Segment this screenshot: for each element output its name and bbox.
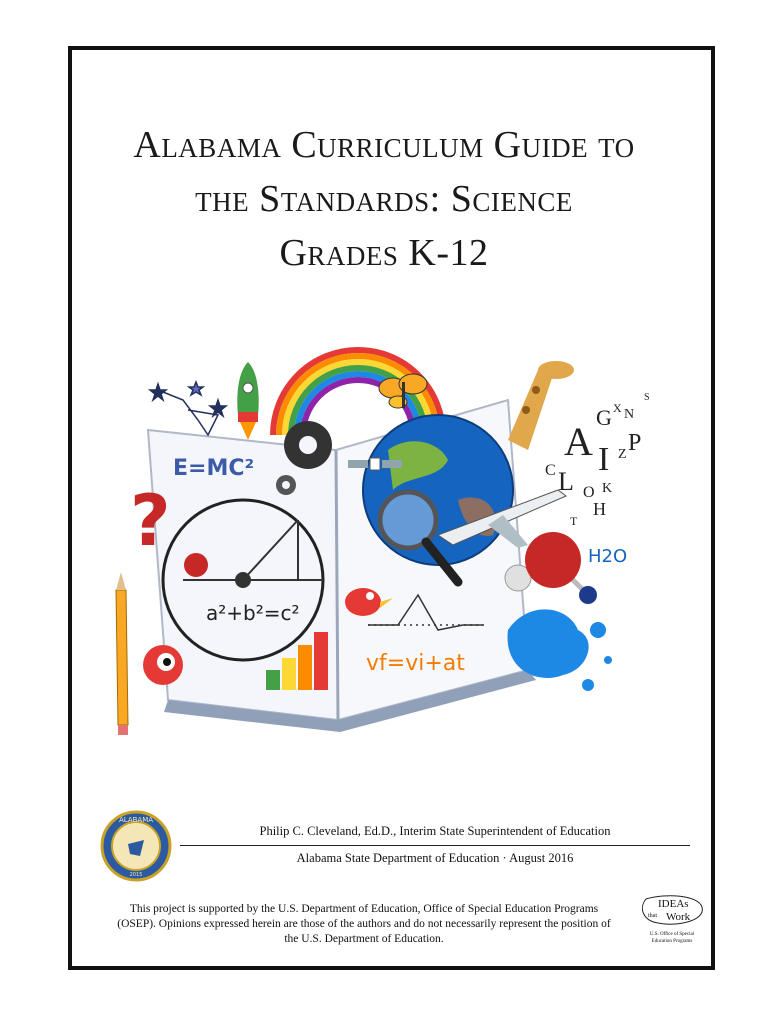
svg-text:Z: Z — [618, 447, 627, 462]
svg-text:P: P — [628, 430, 642, 456]
document-title — [0, 118, 768, 280]
disclaimer-line-1: This project is supported by the U.S. Department of Education, Office of Special Education Programs — [129, 903, 599, 915]
logo-caption2: Education Programs — [651, 939, 693, 944]
equation-velocity: vf=vi+at — [366, 651, 465, 676]
svg-text:S: S — [644, 392, 650, 403]
svg-text:C: C — [545, 462, 556, 479]
alabama-state-seal — [100, 810, 172, 882]
seal-year: 2015 — [129, 872, 143, 878]
seal-ring-text: ALABAMA — [118, 816, 154, 824]
svg-text:O: O — [583, 484, 595, 501]
logo-caption1: U.S. Office of Special — [649, 932, 695, 937]
department-line: Alabama State Department of Education · August 2016 — [296, 851, 574, 865]
title-line-1: Alabama Curriculum Guide to — [133, 124, 635, 166]
equation-pythagoras: a²+b²=c² — [206, 601, 300, 625]
svg-text:K: K — [602, 481, 613, 496]
title-line-2: the Standards: Science — [195, 178, 573, 220]
svg-text:X: X — [613, 401, 622, 415]
title-line-3: Grades K-12 — [279, 232, 489, 274]
svg-text:H: H — [593, 499, 606, 519]
disclaimer-line-2: (OSEP). Opinions expressed herein are those of the authors and do not necessarily represent the position of — [117, 918, 611, 930]
robot-icon — [143, 645, 183, 685]
science-illustration — [108, 340, 668, 740]
disclaimer-line-3: the U.S. Department of Education. — [284, 933, 444, 945]
formula-h2o: H2O — [588, 546, 628, 567]
logo-line1: IDEAs — [658, 898, 689, 910]
superintendent-line: Philip C. Cleveland, Ed.D., Interim State Superintendent of Education — [259, 824, 611, 838]
funding-disclaimer — [90, 902, 638, 947]
alphabet-letters — [545, 392, 650, 528]
svg-text:G: G — [596, 405, 612, 430]
svg-text:T: T — [570, 514, 578, 528]
logo-line3: Work — [666, 911, 691, 923]
svg-text:I: I — [598, 441, 610, 478]
pencil-icon — [116, 572, 128, 735]
constellation — [150, 382, 226, 435]
logo-line2: that — [648, 913, 657, 919]
question-mark-icon: ? — [130, 480, 171, 562]
globe-icon — [363, 415, 513, 565]
equation-emc2: E=MC² — [173, 456, 255, 481]
svg-text:N: N — [624, 407, 635, 422]
svg-text:L: L — [558, 467, 574, 496]
rocket — [237, 362, 258, 440]
ideas-that-work-logo — [636, 893, 708, 949]
divider — [180, 845, 690, 846]
svg-text:A: A — [564, 419, 593, 464]
